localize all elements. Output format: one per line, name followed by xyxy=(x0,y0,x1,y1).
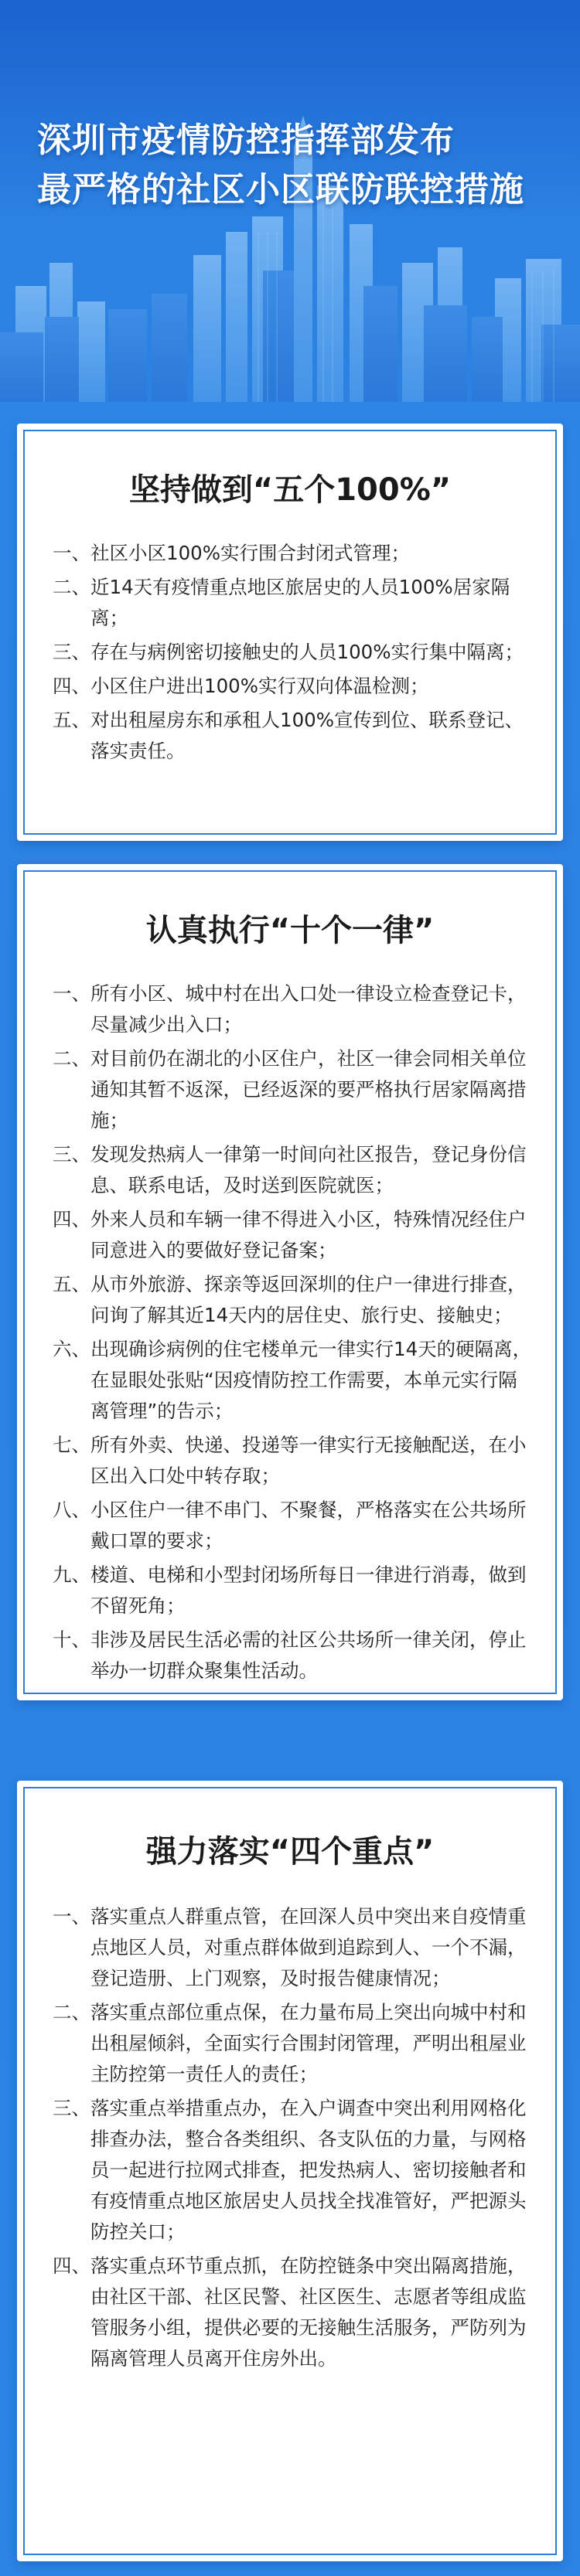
item-text: 所有小区、城中村在出入口处一律设立检查登记卡，尽量减少出入口； xyxy=(90,982,527,1036)
list-item xyxy=(53,671,532,702)
item-text: 楼道、电梯和小型封闭场所每日一律进行消毒，做到不留死角； xyxy=(90,1564,527,1617)
item-text: 非涉及居民生活必需的社区公共场所一律关闭，停止举办一切群众聚集性活动。 xyxy=(90,1628,527,1682)
item-number: 四、 xyxy=(53,1208,90,1230)
item-number: 四、 xyxy=(53,2254,90,2277)
list-item xyxy=(53,1334,532,1427)
item-number: 一、 xyxy=(53,982,90,1005)
page-title xyxy=(37,116,563,215)
section-list xyxy=(53,1901,532,2377)
item-text: 所有外卖、快递、投递等一律实行无接触配送，在小区出入口处中转存取； xyxy=(90,1434,527,1487)
item-text: 出现确诊病例的住宅楼单元一律实行14天的硬隔离，在显眼处张贴“因疫情防控工作需要，本单元实行隔离管理”的告示； xyxy=(90,1338,532,1422)
item-number: 六、 xyxy=(53,1338,90,1360)
title-line-1: 深圳市疫情防控指挥部发布 xyxy=(37,121,455,160)
section-card-five-100 xyxy=(17,424,563,841)
item-number: 一、 xyxy=(53,542,90,564)
item-number: 二、 xyxy=(53,2001,90,2023)
section-card-ten-rules xyxy=(17,864,563,1700)
item-text: 社区小区100%实行围合封闭式管理； xyxy=(90,542,411,564)
section-title: 坚持做到“五个100%” xyxy=(128,472,452,508)
item-text: 小区住户进出100%实行双向体温检测； xyxy=(90,675,429,697)
item-text: 落实重点部位重点保，在力量布局上突出向城中村和出租屋倾斜，全面实行合围封闭管理，严明出租屋业主防控第一责任人的责任； xyxy=(90,2001,527,2085)
header-banner xyxy=(0,0,580,402)
item-text: 对目前仍在湖北的小区住户，社区一律会同相关单位通知其暂不返深，已经返深的要严格执行居家隔离措施； xyxy=(90,1047,527,1131)
item-number: 十、 xyxy=(53,1628,90,1651)
list-item xyxy=(53,1430,532,1492)
title-line-2: 最严格的社区小区联防联控措施 xyxy=(37,170,524,209)
item-number: 三、 xyxy=(53,2097,90,2119)
item-number: 五、 xyxy=(53,709,90,731)
item-number: 三、 xyxy=(53,1143,90,1165)
item-number: 九、 xyxy=(53,1564,90,1586)
item-text: 近14天有疫情重点地区旅居史的人员100%居家隔离； xyxy=(90,576,510,629)
list-item xyxy=(53,1269,532,1331)
item-text: 小区住户一律不串门、不聚餐，严格落实在公共场所戴口罩的要求； xyxy=(90,1499,527,1552)
item-text: 落实重点人群重点管，在回深人员中突出来自疫情重点地区人员，对重点群体做到追踪到人、一个不漏，登记造册、上门观察，及时报告健康情况； xyxy=(90,1905,527,1989)
item-number: 八、 xyxy=(53,1499,90,1521)
item-text: 对出租屋房东和承租人100%宣传到位、联系登记、落实责任。 xyxy=(90,709,524,762)
list-item xyxy=(53,978,532,1040)
section-list xyxy=(53,978,532,1690)
section-card-four-key-points xyxy=(17,1781,563,2561)
item-text: 落实重点举措重点办，在入户调查中突出利用网格化排查办法，整合各类组织、各支队伍的力量，与网格员一起进行拉网式排查，把发热病人、密切接触者和有疫情重点地区旅居史人员找全找准管好，严把源头防控关口； xyxy=(90,2097,527,2243)
item-number: 七、 xyxy=(53,1434,90,1456)
list-item xyxy=(53,705,532,767)
list-item xyxy=(53,1560,532,1621)
list-item xyxy=(53,2093,532,2248)
list-item xyxy=(53,1204,532,1266)
section-list xyxy=(53,538,532,770)
section-title: 认真执行“十个一律” xyxy=(145,913,435,948)
list-item xyxy=(53,538,532,569)
item-number: 二、 xyxy=(53,1047,90,1070)
item-number: 二、 xyxy=(53,576,90,598)
item-number: 四、 xyxy=(53,675,90,697)
item-text: 落实重点环节重点抓，在防控链条中突出隔离措施，由社区干部、社区民警、社区医生、志愿者等组成监管服务小组，提供必要的无接触生活服务，严防列为隔离管理人员离开住房外出。 xyxy=(90,2254,527,2370)
list-item xyxy=(53,637,532,668)
item-text: 外来人员和车辆一律不得进入小区，特殊情况经住户同意进入的要做好登记备案； xyxy=(90,1208,527,1261)
list-item xyxy=(53,2251,532,2374)
item-number: 三、 xyxy=(53,641,90,663)
item-text: 发现发热病人一律第一时间向社区报告，登记身份信息、联系电话，及时送到医院就医； xyxy=(90,1143,527,1196)
list-item xyxy=(53,1043,532,1136)
list-item xyxy=(53,1997,532,2090)
list-item xyxy=(53,1901,532,1994)
item-text: 存在与病例密切接触史的人员100%实行集中隔离； xyxy=(90,641,524,663)
item-text: 从市外旅游、探亲等返回深圳的住户一律进行排查，问询了解其近14天内的居住史、旅行史、接触史； xyxy=(90,1273,527,1326)
item-number: 五、 xyxy=(53,1273,90,1295)
list-item xyxy=(53,1625,532,1686)
list-item xyxy=(53,1495,532,1557)
list-item xyxy=(53,572,532,634)
section-title: 强力落实“四个重点” xyxy=(145,1834,435,1870)
list-item xyxy=(53,1139,532,1201)
item-number: 一、 xyxy=(53,1905,90,1928)
